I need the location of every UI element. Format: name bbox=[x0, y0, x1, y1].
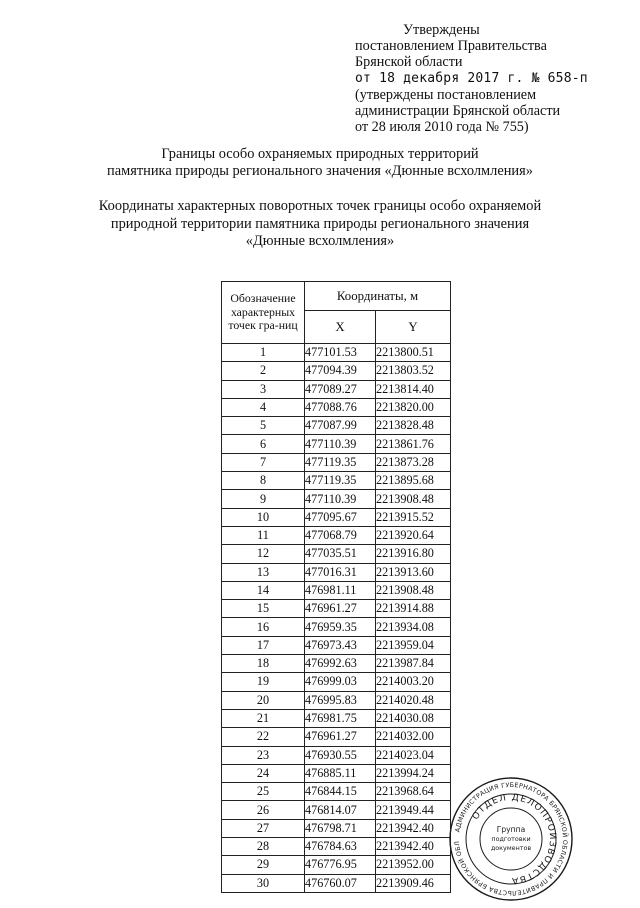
y-coordinate-cell: 2213803.52 bbox=[376, 362, 451, 380]
stamp-outer-text: АДМИНИСТРАЦИЯ ГУБЕРНАТОРА БРЯНСКОЙ ОБЛАСТИ И ПРАВИТЕЛЬСТВА БРЯНСКОЙ ОБЛ bbox=[453, 781, 569, 897]
x-coordinate-cell: 476999.03 bbox=[305, 673, 376, 691]
table-row bbox=[222, 526, 451, 544]
x-coordinate-cell: 477087.99 bbox=[305, 417, 376, 435]
table-row bbox=[222, 636, 451, 654]
x-coordinate-cell: 477035.51 bbox=[305, 545, 376, 563]
x-coordinate-cell: 477088.76 bbox=[305, 398, 376, 416]
table-row bbox=[222, 764, 451, 782]
table-row bbox=[222, 435, 451, 453]
table-caption bbox=[40, 198, 600, 251]
y-coordinate-cell: 2214003.20 bbox=[376, 673, 451, 691]
approval-line: Брянской области bbox=[355, 54, 463, 71]
y-coordinate-cell: 2213828.48 bbox=[376, 417, 451, 435]
point-number-cell: 7 bbox=[222, 453, 305, 471]
table-row bbox=[222, 783, 451, 801]
table-row bbox=[222, 819, 451, 837]
table-row bbox=[222, 691, 451, 709]
document-title bbox=[40, 146, 600, 179]
stamp-center-line: документов bbox=[490, 844, 532, 852]
x-coordinate-cell: 476844.15 bbox=[305, 783, 376, 801]
x-coordinate-cell: 476973.43 bbox=[305, 636, 376, 654]
x-coordinate-cell: 476981.11 bbox=[305, 581, 376, 599]
title-line: памятника природы регионального значения «Дюнные всхолмления» bbox=[107, 162, 533, 179]
x-coordinate-cell: 477101.53 bbox=[305, 344, 376, 362]
x-coordinate-cell: 477068.79 bbox=[305, 526, 376, 544]
caption-line: «Дюнные всхолмления» bbox=[245, 233, 395, 249]
point-number-cell: 20 bbox=[222, 691, 305, 709]
x-coordinate-cell: 477089.27 bbox=[305, 380, 376, 398]
table-row bbox=[222, 362, 451, 380]
point-number-cell: 27 bbox=[222, 819, 305, 837]
y-coordinate-cell: 2214030.08 bbox=[376, 709, 451, 727]
point-number-cell: 16 bbox=[222, 618, 305, 636]
table-row bbox=[222, 856, 451, 874]
x-coordinate-cell: 476961.27 bbox=[305, 728, 376, 746]
x-coordinate-cell: 476959.35 bbox=[305, 618, 376, 636]
point-number-cell: 6 bbox=[222, 435, 305, 453]
point-number-cell: 12 bbox=[222, 545, 305, 563]
header-coordinates: Координаты, м bbox=[305, 282, 451, 311]
y-coordinate-cell: 2213942.40 bbox=[376, 819, 451, 837]
y-coordinate-cell: 2213952.00 bbox=[376, 856, 451, 874]
stamp-dept-text: ОТДЕЛ ДЕЛОПРОИЗВОДСТВА bbox=[470, 792, 558, 886]
y-coordinate-cell: 2213814.40 bbox=[376, 380, 451, 398]
x-coordinate-cell: 476992.63 bbox=[305, 655, 376, 673]
y-coordinate-cell: 2213908.48 bbox=[376, 490, 451, 508]
coordinates-table bbox=[221, 281, 451, 893]
x-coordinate-cell: 477110.39 bbox=[305, 435, 376, 453]
y-coordinate-cell: 2214020.48 bbox=[376, 691, 451, 709]
point-number-cell: 10 bbox=[222, 508, 305, 526]
point-number-cell: 13 bbox=[222, 563, 305, 581]
x-coordinate-cell: 476885.11 bbox=[305, 764, 376, 782]
x-coordinate-cell: 476961.27 bbox=[305, 600, 376, 618]
stamp-seal-icon bbox=[447, 775, 575, 903]
y-coordinate-cell: 2213800.51 bbox=[376, 344, 451, 362]
approval-line: (утверждены постановлением bbox=[355, 86, 537, 103]
x-coordinate-cell: 476814.07 bbox=[305, 801, 376, 819]
approval-line: администрации Брянской области bbox=[355, 103, 561, 120]
x-coordinate-cell: 477016.31 bbox=[305, 563, 376, 581]
caption-line: Координаты характерных поворотных точек границы особо охраняемой bbox=[98, 198, 542, 214]
y-coordinate-cell: 2213873.28 bbox=[376, 453, 451, 471]
table-row bbox=[222, 874, 451, 892]
y-coordinate-cell: 2213968.64 bbox=[376, 783, 451, 801]
table-row bbox=[222, 380, 451, 398]
point-number-cell: 2 bbox=[222, 362, 305, 380]
y-coordinate-cell: 2213861.76 bbox=[376, 435, 451, 453]
approval-line: Утверждены bbox=[403, 22, 480, 38]
table-row bbox=[222, 581, 451, 599]
table-row bbox=[222, 417, 451, 435]
table-row bbox=[222, 472, 451, 490]
y-coordinate-cell: 2213909.46 bbox=[376, 874, 451, 892]
point-number-cell: 19 bbox=[222, 673, 305, 691]
point-number-cell: 22 bbox=[222, 728, 305, 746]
table-row bbox=[222, 453, 451, 471]
point-number-cell: 24 bbox=[222, 764, 305, 782]
x-coordinate-cell: 476930.55 bbox=[305, 746, 376, 764]
table-row bbox=[222, 838, 451, 856]
point-number-cell: 18 bbox=[222, 655, 305, 673]
y-coordinate-cell: 2213895.68 bbox=[376, 472, 451, 490]
table-row bbox=[222, 655, 451, 673]
stamp-center-line: Группа bbox=[496, 825, 526, 834]
official-stamp bbox=[447, 775, 575, 903]
y-coordinate-cell: 2213942.40 bbox=[376, 838, 451, 856]
table-row bbox=[222, 600, 451, 618]
y-coordinate-cell: 2213913.60 bbox=[376, 563, 451, 581]
y-coordinate-cell: 2213959.04 bbox=[376, 636, 451, 654]
header-point-label: Обозначение характерных точек гра-ниц bbox=[222, 282, 305, 344]
y-coordinate-cell: 2213920.64 bbox=[376, 526, 451, 544]
x-coordinate-cell: 476784.63 bbox=[305, 838, 376, 856]
point-number-cell: 9 bbox=[222, 490, 305, 508]
point-number-cell: 17 bbox=[222, 636, 305, 654]
point-number-cell: 4 bbox=[222, 398, 305, 416]
x-coordinate-cell: 476981.75 bbox=[305, 709, 376, 727]
y-coordinate-cell: 2213915.52 bbox=[376, 508, 451, 526]
y-coordinate-cell: 2214023.04 bbox=[376, 746, 451, 764]
y-coordinate-cell: 2214032.00 bbox=[376, 728, 451, 746]
table-row bbox=[222, 673, 451, 691]
x-coordinate-cell: 476776.95 bbox=[305, 856, 376, 874]
table-row bbox=[222, 801, 451, 819]
y-coordinate-cell: 2213934.08 bbox=[376, 618, 451, 636]
x-coordinate-cell: 476995.83 bbox=[305, 691, 376, 709]
point-number-cell: 25 bbox=[222, 783, 305, 801]
point-number-cell: 30 bbox=[222, 874, 305, 892]
header-y: Y bbox=[376, 311, 451, 344]
point-number-cell: 28 bbox=[222, 838, 305, 856]
x-coordinate-cell: 476760.07 bbox=[305, 874, 376, 892]
approval-date-number: от 18 декабря 2017 г. № 658-п bbox=[355, 70, 588, 86]
point-number-cell: 15 bbox=[222, 600, 305, 618]
header-x: X bbox=[305, 311, 376, 344]
table-row bbox=[222, 563, 451, 581]
x-coordinate-cell: 477094.39 bbox=[305, 362, 376, 380]
table-row bbox=[222, 398, 451, 416]
point-number-cell: 29 bbox=[222, 856, 305, 874]
point-number-cell: 26 bbox=[222, 801, 305, 819]
table-row bbox=[222, 508, 451, 526]
table-row bbox=[222, 344, 451, 362]
y-coordinate-cell: 2213994.24 bbox=[376, 764, 451, 782]
y-coordinate-cell: 2213914.88 bbox=[376, 600, 451, 618]
y-coordinate-cell: 2213987.84 bbox=[376, 655, 451, 673]
table-row bbox=[222, 545, 451, 563]
point-number-cell: 14 bbox=[222, 581, 305, 599]
point-number-cell: 8 bbox=[222, 472, 305, 490]
title-line: Границы особо охраняемых природных территорий bbox=[161, 146, 479, 162]
stamp-center-line: подготовки bbox=[491, 835, 531, 843]
x-coordinate-cell: 477119.35 bbox=[305, 453, 376, 471]
caption-line: природной территории памятника природы регионального значения bbox=[110, 215, 530, 232]
approval-block bbox=[355, 22, 625, 135]
approval-line: постановлением Правительства bbox=[355, 38, 547, 55]
x-coordinate-cell: 476798.71 bbox=[305, 819, 376, 837]
point-number-cell: 23 bbox=[222, 746, 305, 764]
point-number-cell: 5 bbox=[222, 417, 305, 435]
table-row bbox=[222, 490, 451, 508]
x-coordinate-cell: 477110.39 bbox=[305, 490, 376, 508]
point-number-cell: 21 bbox=[222, 709, 305, 727]
x-coordinate-cell: 477119.35 bbox=[305, 472, 376, 490]
table-row bbox=[222, 746, 451, 764]
table-row bbox=[222, 618, 451, 636]
table-body bbox=[222, 344, 451, 893]
y-coordinate-cell: 2213916.80 bbox=[376, 545, 451, 563]
y-coordinate-cell: 2213820.00 bbox=[376, 398, 451, 416]
table-row bbox=[222, 709, 451, 727]
table-row bbox=[222, 728, 451, 746]
x-coordinate-cell: 477095.67 bbox=[305, 508, 376, 526]
point-number-cell: 3 bbox=[222, 380, 305, 398]
point-number-cell: 11 bbox=[222, 526, 305, 544]
y-coordinate-cell: 2213908.48 bbox=[376, 581, 451, 599]
point-number-cell: 1 bbox=[222, 344, 305, 362]
approval-line: от 28 июля 2010 года № 755) bbox=[355, 119, 529, 136]
y-coordinate-cell: 2213949.44 bbox=[376, 801, 451, 819]
